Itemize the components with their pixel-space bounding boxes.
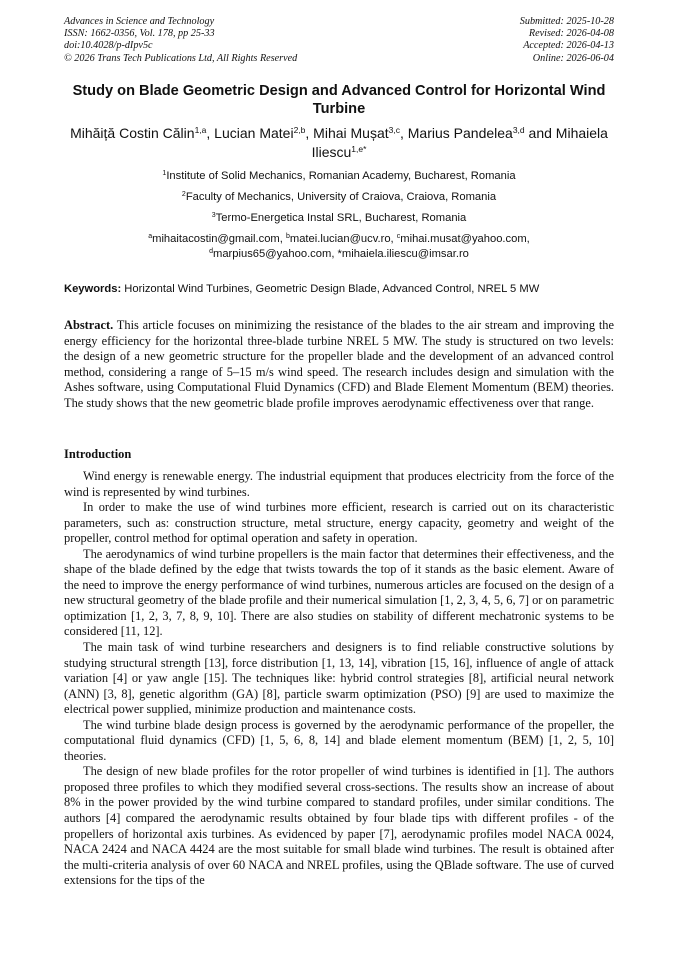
keywords: [64, 282, 616, 296]
email-address[interactable]: mihaitacostin@gmail.com,: [152, 233, 286, 245]
affiliation-2: [60, 190, 618, 204]
email-marker: c: [396, 233, 401, 240]
issn-line: ISSN: 1662-0356, Vol. 178, pp 25-33: [64, 28, 215, 40]
affiliation-3: [60, 211, 618, 225]
paragraph: The aerodynamics of wind turbine propellers is the main factor that determines their effectiveness, and the shape of the blade defined by the edge that twists towards the top of it stands as the basic element. Aware of the need to improve the energy performance of wind turbines, numerous articles are focused on the design of a new structural geometry of the blade profile and their numerical simulation [1, 2, 3, 4, 5, 6, 7] or on parametric optimization [1, 2, 3, 7, 8, 9, 10]. There are also studies on stability of different mechatronic systems to be considered [11, 12].: [64, 546, 614, 639]
email-address[interactable]: *mihaiela.iliescu@imsar.ro: [337, 248, 469, 260]
author-separator: ,: [399, 125, 408, 141]
author-emails: [60, 232, 618, 262]
email-line: [60, 232, 618, 247]
author-affiliation-marker: 1,e*: [351, 144, 367, 154]
author-affiliation-marker: 3,d: [512, 125, 525, 135]
affiliation-marker: 2: [181, 191, 186, 198]
section-heading: Introduction: [64, 447, 132, 461]
keywords-text: Horizontal Wind Turbines, Geometric Design Blade, Advanced Control, NREL 5 MW: [121, 283, 540, 295]
author-name: Mihai Mușat: [313, 125, 389, 141]
abstract-text: This article focuses on minimizing the resistance of the blades to the air stream and improving the energy efficiency for the horizontal three-blade turbine NREL 5 MW. The study is structured on two levels: the design of a new geometric structure for the propeller blade and the development of an advanced control method, considering a range of 5–15 m/s wind speed. The research includes design and simulation with the Ashes software, using Computational Fluid Dynamics (CFD) and Blade Element Momentum (BEM) theories. The study shows that the new geometric blade profile improves aerodynamic effectiveness over that range.: [64, 318, 614, 410]
dates-info: [520, 16, 614, 65]
submitted-date: Submitted: 2025-10-28: [519, 16, 614, 27]
journal-info: [64, 16, 297, 65]
affiliation-1: [60, 169, 618, 183]
email-marker: b: [285, 233, 290, 240]
body-text: [64, 469, 614, 889]
author-separator: ,: [305, 125, 314, 141]
author-affiliation-marker: 2,b: [293, 125, 306, 135]
accepted-date: Accepted: 2026-04-13: [523, 40, 614, 52]
paragraph: In order to make the use of wind turbines more efficient, research is carried out on its characteristic parameters, such as: construction structure, metal structure, energy capacity, geometry and weight of the propeller, control method for optimal operation and safety in operation.: [64, 500, 614, 546]
copyright-line: © 2026 Trans Tech Publications Ltd, All Rights Reserved: [64, 52, 298, 64]
email-marker: a: [148, 233, 153, 240]
author-list: [60, 124, 618, 162]
email-address[interactable]: marpius65@yahoo.com,: [213, 248, 338, 260]
affiliation-marker: 3: [211, 212, 216, 219]
paragraph: The wind turbine blade design process is governed by the aerodynamic performance of the propeller, the computational fluid dynamics (CFD) [1, 5, 6, 8, 14] and blade element momentum (BEM) [1, 2, 5, 10] theories.: [64, 717, 614, 763]
doi-line[interactable]: doi:10.4028/p-dIpv5c: [64, 40, 153, 52]
revised-date: Revised: 2026-04-08: [528, 28, 614, 40]
author-affiliation-marker: 3,c: [388, 125, 400, 135]
online-date: Online: 2026-06-04: [532, 52, 614, 64]
author-name: Marius Pandelea: [407, 125, 513, 141]
affiliation-text: Institute of Solid Mechanics, Romanian Academy, Bucharest, Romania: [166, 170, 516, 182]
author-separator: and: [524, 125, 556, 141]
author-name: Mihăiță Costin Călin: [70, 125, 195, 141]
paper-title: Study on Blade Geometric Design and Advanced Control for Horizontal Wind Turbine: [72, 83, 606, 117]
paragraph: The design of new blade profiles for the rotor propeller of wind turbines is identified in [1]. The authors proposed three profiles to which they modified several cross-sections. The results show an increase of about 8% in the power provided by the wind turbine compared to standard profiles, under similar conditions. The authors [4] compared the aerodynamic results obtained by four blade tips with different profiles - of the propellers of horizontal axis turbines. As evidenced by paper [7], aerodynamic profiles model NACA 0024, NACA 2424 and NACA 4424 are the most suitable for small blade wind turbines. The result is obtained after the multi-criteria analysis of over 60 NACA and NREL profiles, using the QBlade software. The use of curved extensions for the tips of the: [64, 764, 614, 888]
email-address[interactable]: matei.lucian@ucv.ro,: [289, 233, 397, 245]
author-name: Mihaiela Iliescu: [311, 125, 608, 160]
email-marker: d: [209, 248, 213, 255]
affiliation-text: Faculty of Mechanics, University of Craiova, Craiova, Romania: [185, 191, 497, 203]
email-address[interactable]: mihai.musat@yahoo.com,: [400, 233, 530, 245]
paragraph: Wind energy is renewable energy. The industrial equipment that produces electricity from the force of the wind is represented by wind turbines.: [64, 469, 614, 499]
author-name: Lucian Matei: [214, 125, 294, 141]
keywords-label: Keywords:: [64, 283, 122, 295]
journal-name: Advances in Science and Technology: [64, 16, 215, 27]
abstract-label: Abstract.: [64, 318, 114, 332]
author-affiliation-marker: 1,a: [194, 125, 207, 135]
affiliation-marker: 1: [162, 170, 167, 177]
email-line: [60, 247, 618, 262]
abstract: [64, 318, 614, 412]
paragraph: The main task of wind turbine researchers and designers is to find reliable constructive solutions by studying structural strength [13], force distribution [1, 13, 14], vibration [15, 16], influence of angle of attack variation [4] or yaw angle [15]. The techniques like: hybrid control strategies [8], artificial neural network (ANN) [3, 8], genetic algorithm (GA) [8], particle swarm optimization (PSO) [9] are used to maximize the electrical power supplied, minimize production and maintenance costs.: [64, 640, 614, 717]
author-separator: ,: [206, 125, 215, 141]
affiliation-text: Termo-Energetica Instal SRL, Bucharest, Romania: [215, 212, 467, 224]
